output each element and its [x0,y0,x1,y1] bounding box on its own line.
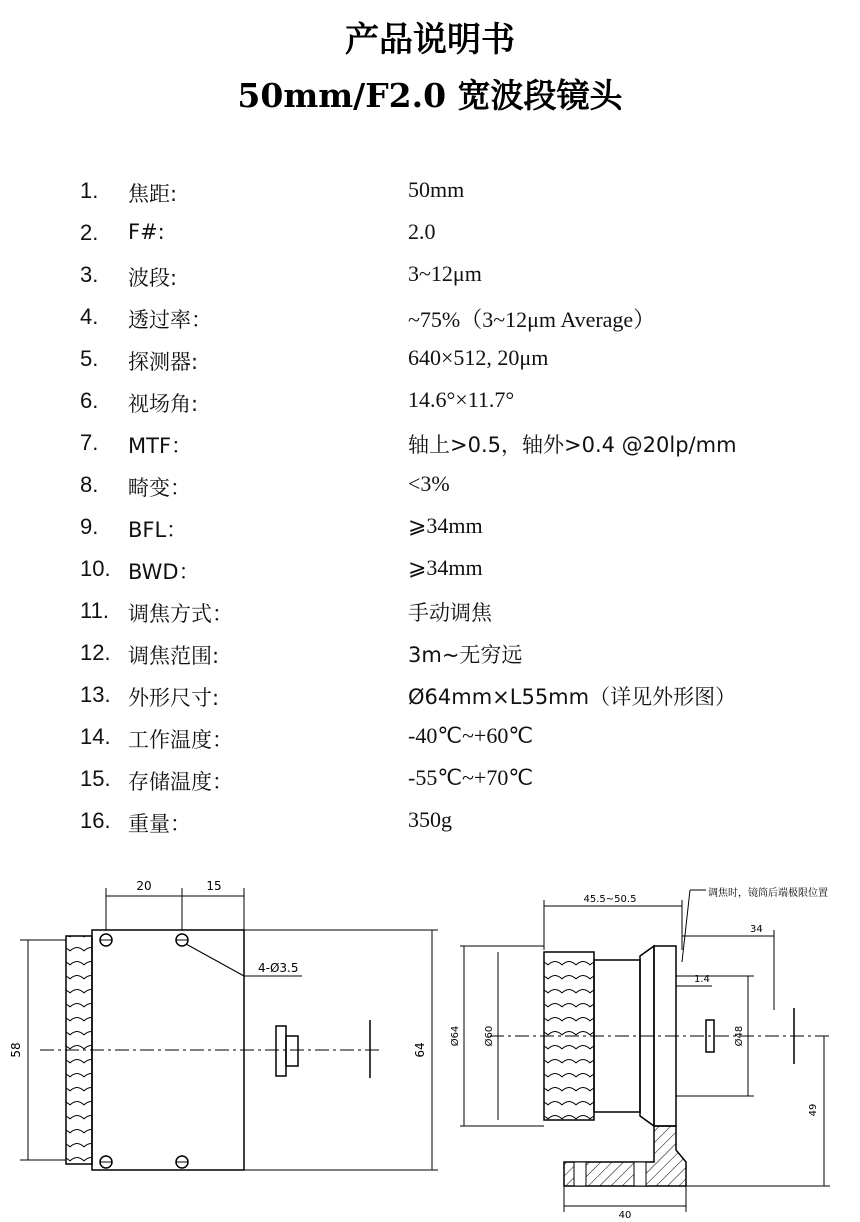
spec-row [0,592,860,634]
dim-49: 49 [808,1103,819,1117]
spec-label: 存储温度： [128,770,233,794]
spec-value: <3% [408,471,450,496]
spec-row [0,760,860,802]
hole-callout: 4-Ø3.5 [258,961,299,975]
dim-phi48: Ø48 [734,1025,745,1047]
section-view-drawing [450,860,850,1222]
spec-label: 调焦范围: [128,644,220,668]
spec-value: 2.0 [408,219,436,244]
spec-row [0,802,860,844]
spec-number: 5. [80,346,99,371]
spec-label: 波段: [128,266,178,290]
spec-number: 13. [80,682,111,707]
dim-34: 34 [750,924,763,935]
spec-label: 透过率： [128,308,212,332]
spec-row [0,340,860,382]
spec-row [0,550,860,592]
spec-label: 焦距: [128,182,178,206]
spec-value: 50mm [408,177,465,202]
spec-value: -40℃~+60℃ [408,723,534,748]
spec-number: 6. [80,388,99,413]
spec-label: MTF： [128,434,193,458]
spec-label: 调焦方式： [128,602,233,626]
spec-number: 8. [80,472,99,497]
spec-value: 350g [408,807,452,832]
spec-label: 畸变： [128,476,191,500]
spec-value: 3m~无穷远 [408,643,523,667]
spec-label: 视场角: [128,392,199,416]
spec-value: 640×512, 20μm [408,345,549,370]
spec-row [0,298,860,340]
spec-number: 2. [80,220,99,245]
spec-label: 外形尺寸: [128,686,220,710]
dim-40: 40 [618,1210,632,1221]
spec-row [0,214,860,256]
spec-number: 11. [80,598,109,623]
spec-row [0,634,860,676]
dim-top: 45.5~50.5 [583,894,637,905]
dim-phi64: Ø64 [450,1025,461,1047]
document-subtitle: 50mm/F2.0 宽波段镜头 [237,76,623,115]
spec-number: 7. [80,430,99,455]
document-title: 产品说明书 [345,20,515,60]
spec-row [0,424,860,466]
dim-top-1: 20 [136,879,152,893]
spec-row [0,676,860,718]
dim-top-2: 15 [206,879,222,893]
focus-limit-note: 调焦时，镜筒后端极限位置 [708,888,828,899]
spec-number: 10. [80,556,111,581]
spec-number: 4. [80,304,99,329]
spec-value: ~75%（3~12μm Average） [408,307,656,332]
spec-value: 3~12μm [408,261,482,286]
spec-number: 16. [80,808,111,833]
spec-row [0,256,860,298]
spec-label: 重量： [128,812,191,836]
spec-label: 工作温度： [128,728,233,752]
spec-value: 手动调焦 [408,601,492,625]
spec-number: 14. [80,724,111,749]
spec-value: Ø64mm×L55mm（详见外形图） [408,685,737,709]
spec-row [0,466,860,508]
spec-value: ⩾34mm [408,555,483,580]
side-view-drawing [0,860,440,1222]
spec-number: 1. [80,178,99,203]
spec-value: ⩾34mm [408,513,483,538]
spec-value: 轴上>0.5，轴外>0.4 @20lp/mm [408,433,737,457]
spec-number: 15. [80,766,111,791]
spec-label: BFL： [128,518,188,542]
spec-label: BWD： [128,560,200,584]
dim-phi60: Ø60 [484,1025,495,1047]
spec-row [0,718,860,760]
spec-row [0,382,860,424]
spec-label: 探测器: [128,350,199,374]
spec-label: F#: [128,220,165,244]
dim-right: 64 [413,1042,427,1058]
spec-row [0,172,860,214]
detector-window [276,1026,286,1076]
spec-value: 14.6°×11.7° [408,387,515,412]
spec-number: 3. [80,262,99,287]
dim-left: 58 [9,1042,23,1058]
dim-1-4: 1.4 [694,974,710,985]
spec-value: -55℃~+70℃ [408,765,534,790]
spec-number: 9. [80,514,99,539]
spec-row [0,508,860,550]
spec-number: 12. [80,640,111,665]
